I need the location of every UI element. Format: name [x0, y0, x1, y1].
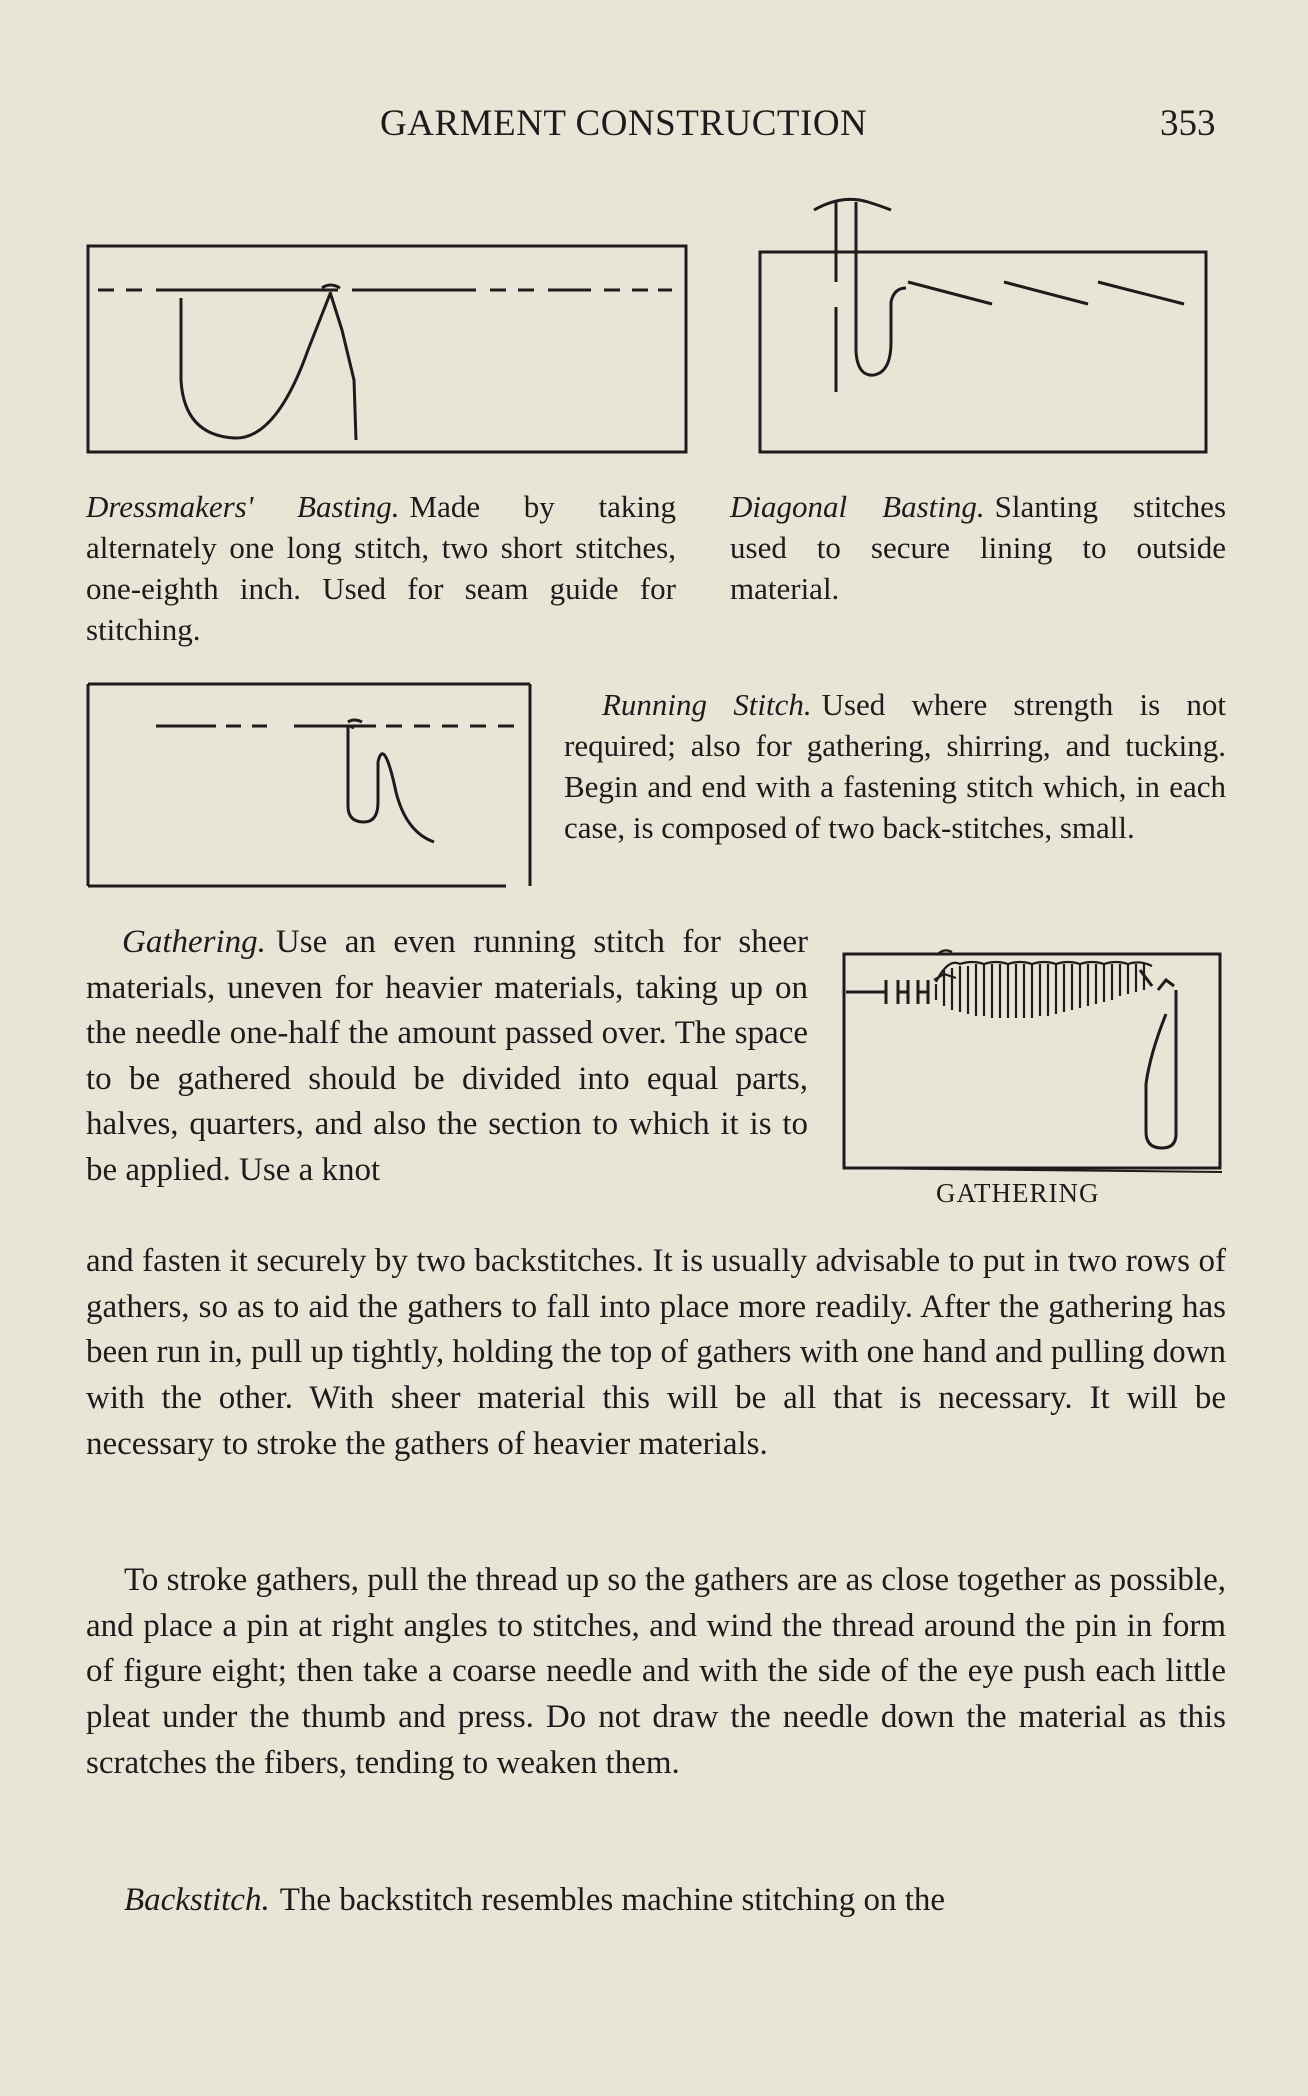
- gathering-paragraph: [86, 920, 808, 1193]
- running-title: GARMENT CONSTRUCTION: [380, 103, 868, 144]
- page-header: [0, 102, 1308, 152]
- running-stitch-text: Used where strength is not required; also for gathering, shirring, and tucking. Begin and end with a fastening stitch which, in each case, is composed of two back-stitches, small.: [564, 687, 1226, 845]
- gathering-paragraph-continued: [86, 1239, 1226, 1468]
- diagonal-basting-caption: [730, 486, 1226, 609]
- dressmakers-basting-label: Dressmakers' Basting.: [86, 489, 400, 524]
- running-stitch-caption: [564, 684, 1226, 848]
- backstitch-label: Backstitch.: [124, 1882, 270, 1918]
- dressmakers-basting-text: Made by taking alternately one long stitch, two short stitches, one-eighth inch. Used for seam guide for stitching.: [86, 489, 676, 647]
- gathering-text: Use an even running stitch for sheer materials, uneven for heavier materials, taking up on the needle one-half the amount passed over. The space to be gathered should be divided into equal parts, halves, quarters, and also the section to which it is to be applied. Use a knot: [86, 924, 808, 1188]
- gathering-figure: [840, 934, 1226, 1176]
- backstitch-paragraph: [86, 1878, 1226, 1924]
- running-stitch-label: Running Stitch.: [602, 687, 812, 722]
- running-stitch-figure: [86, 682, 534, 888]
- dressmakers-basting-caption: [86, 486, 676, 650]
- page-number: 353: [1160, 103, 1216, 144]
- diagonal-basting-label: Diagonal Basting.: [730, 489, 985, 524]
- gathering-label: Gathering.: [122, 924, 266, 960]
- gathering-continued-text: and fasten it securely by two backstitches. It is usually advisable to put in two rows of gathers, so as to aid the gathers to fall into place more readily. After the gathering has been run in, pull up tightly, holding the top of gathers with one hand and pulling down with the other. With sheer material this will be all that is necessary. It will be necessary to stroke the gathers of heavier materials.: [86, 1243, 1226, 1462]
- gathering-caption: GATHERING: [936, 1178, 1100, 1208]
- diagonal-basting-figure: [756, 192, 1210, 456]
- backstitch-text: The backstitch resembles machine stitching on the: [279, 1882, 946, 1918]
- dressmakers-basting-figure: [86, 240, 690, 456]
- stroke-gathers-text: To stroke gathers, pull the thread up so the gathers are as close together as possible, and place a pin at right angles to stitches, and wind the thread around the pin in form of figure eight; then take a coarse needle and with the side of the eye push each little pleat under the thumb and press. Do not draw the needle down the material as this scratches the fibers, tending to weaken them.: [86, 1562, 1226, 1781]
- diagonal-basting-text: Slanting stitches used to secure lining to outside material.: [730, 489, 1227, 606]
- stroke-gathers-paragraph: [86, 1558, 1226, 1787]
